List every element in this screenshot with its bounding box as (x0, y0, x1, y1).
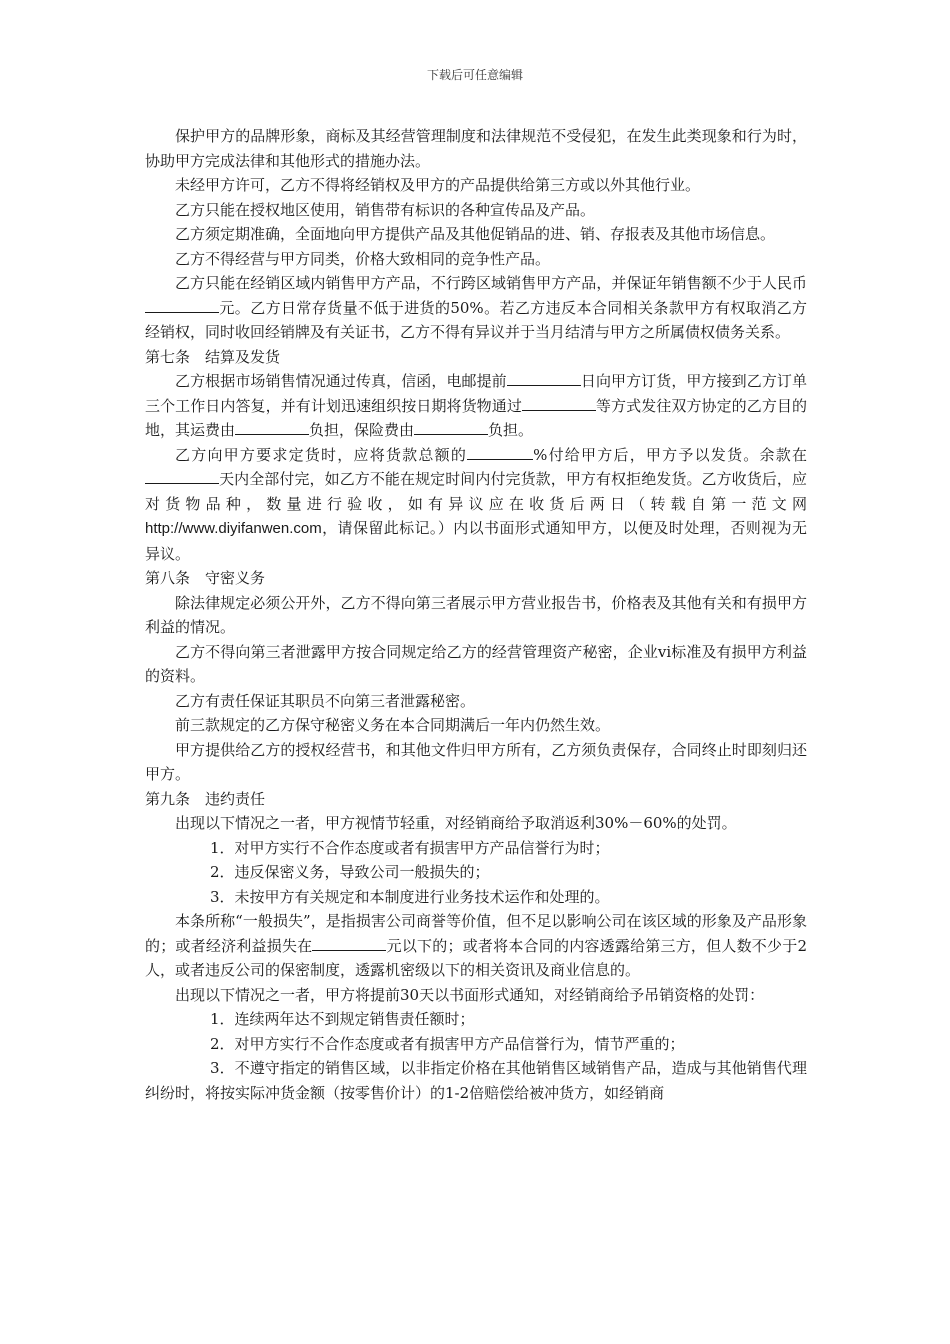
section-heading-9: 第九条 违约责任 (145, 789, 266, 808)
list-item: 2．对甲方实行不合作态度或者有损害甲方产品信誉行为，情节严重的； (210, 1034, 685, 1053)
text-run: 元以下的；或者将本合同的内容透露给第三方，但人数不少于2人，或者违反公司的保密制度，透露机密级以下的相关资讯及商业信息的。 (145, 936, 807, 979)
list-item: 1．连续两年达不到规定销售责任额时； (210, 1010, 475, 1028)
paragraph: 出现以下情况之一者，甲方将提前30天以书面形式通知，对经销商给予吊销资格的处罚： (175, 985, 765, 1004)
paragraph: 除法律规定必须公开外，乙方不得向第三者展示甲方营业报告书，价格表及其他有关和有损甲方利益的情况。 (145, 593, 807, 636)
text-run: 日向甲方订货，甲方接到乙方订单三个工作日内答复，并有计划迅速组织按日期将货物通过 (145, 372, 807, 415)
section-heading-8: 第八条 守密义务 (145, 569, 266, 587)
fill-blank (507, 371, 581, 386)
fill-blank (145, 469, 219, 484)
text-run: 乙方根据市场销售情况通过传真，信函，电邮提前 (175, 372, 507, 390)
paragraph: 出现以下情况之一者，甲方视情节轻重，对经销商给予取消返利30%－60%的处罚。 (175, 814, 737, 832)
document-body (145, 124, 807, 1105)
paragraph: 前三款规定的乙方保守秘密义务在本合同期满后一年内仍然生效。 (175, 716, 611, 734)
text-run: 等方式发往双方协定的乙方目的地，其运费由 (145, 396, 807, 439)
list-item: 2．违反保密义务，导致公司一般损失的； (210, 863, 490, 881)
text-run: %付给甲方后，甲方予以发货。余款在 (533, 445, 807, 464)
paragraph: 乙方不得向第三者泄露甲方按合同规定给乙方的经营管理资产秘密，企业vi标准及有损甲方利益的资料。 (145, 642, 807, 685)
fill-blank (467, 445, 533, 460)
text-run: 本条所称“一般损失”，是指损害公司商誉等价值，但不足以影响公司在该区域的形象及产品形象的；或者经济利益损失在 (145, 912, 807, 955)
page-header: 下载后可任意编辑 (426, 68, 523, 82)
paragraph: 未经甲方许可，乙方不得将经销权及甲方的产品提供给第三方或以外其他行业。 (175, 176, 701, 194)
list-item: 3．未按甲方有关规定和本制度进行业务技术运作和处理的。 (210, 887, 610, 906)
paragraph (145, 271, 807, 345)
paragraph: 3．不遵守指定的销售区域，以非指定价格在其他销售区域销售产品，造成与其他销售代理纠纷时，将按实际冲货金额（按零售价计）的1-2倍赔偿给被冲货方，如经销商 (145, 1059, 807, 1102)
list-item: 1．对甲方实行不合作态度或者有损害甲方产品信誉行为时； (210, 838, 610, 857)
text-run: 乙方只能在经销区域内销售甲方产品，不行跨区域销售甲方产品，并保证年销售额不少于人民币 (175, 274, 807, 292)
paragraph (145, 369, 807, 443)
fill-blank (414, 420, 488, 435)
text-run: 元。乙方日常存货量不低于进货的50%。若乙方违反本合同相关条款甲方有权取消乙方经销权，同时收回经销牌及有关证书，乙方不得有异议并于当月结清与甲方之所属债权债务关系。 (145, 298, 807, 341)
fill-blank (312, 936, 386, 951)
paragraph: 乙方只能在授权地区使用，销售带有标识的各种宣传品及产品。 (175, 200, 596, 219)
fill-blank (235, 420, 309, 435)
paragraph: 保护甲方的品牌形象，商标及其经营管理制度和法律规范不受侵犯，在发生此类现象和行为时，协助甲方完成法律和其他形式的措施办法。 (145, 127, 807, 170)
website-link[interactable]: http://www.diyifanwen.com (145, 520, 322, 537)
text-run: 负担。 (488, 421, 534, 439)
text-run: 天内全部付完，如乙方不能在规定时间内付完货款，甲方有权拒绝发货。乙方收货后，应对货物品种，数量进行验收，如有异议应在收货后两日（转载自第一范文网 (145, 470, 807, 513)
paragraph: 乙方须定期准确，全面地向甲方提供产品及其他促销品的进、销、存报表及其他市场信息。 (175, 225, 776, 243)
text-run: ，请保留此标记。）内以书面形式通知甲方，以便及时处理，否则视为无异议。 (145, 519, 807, 563)
paragraph (145, 443, 807, 567)
paragraph: 乙方有责任保证其职员不向第三者泄露秘密。 (175, 691, 476, 710)
paragraph: 甲方提供给乙方的授权经营书，和其他文件归甲方所有，乙方须负责保存，合同终止时即刻归还甲方。 (145, 740, 807, 783)
paragraph: 乙方不得经营与甲方同类，价格大致相同的竞争性产品。 (175, 249, 551, 268)
section-heading-7: 第七条 结算及发货 (145, 347, 281, 366)
fill-blank (145, 298, 219, 313)
text-run: 乙方向甲方要求定货时，应将货款总额的 (175, 445, 468, 464)
paragraph (145, 909, 807, 983)
text-run: 负担，保险费由 (309, 421, 415, 439)
fill-blank (522, 396, 596, 411)
